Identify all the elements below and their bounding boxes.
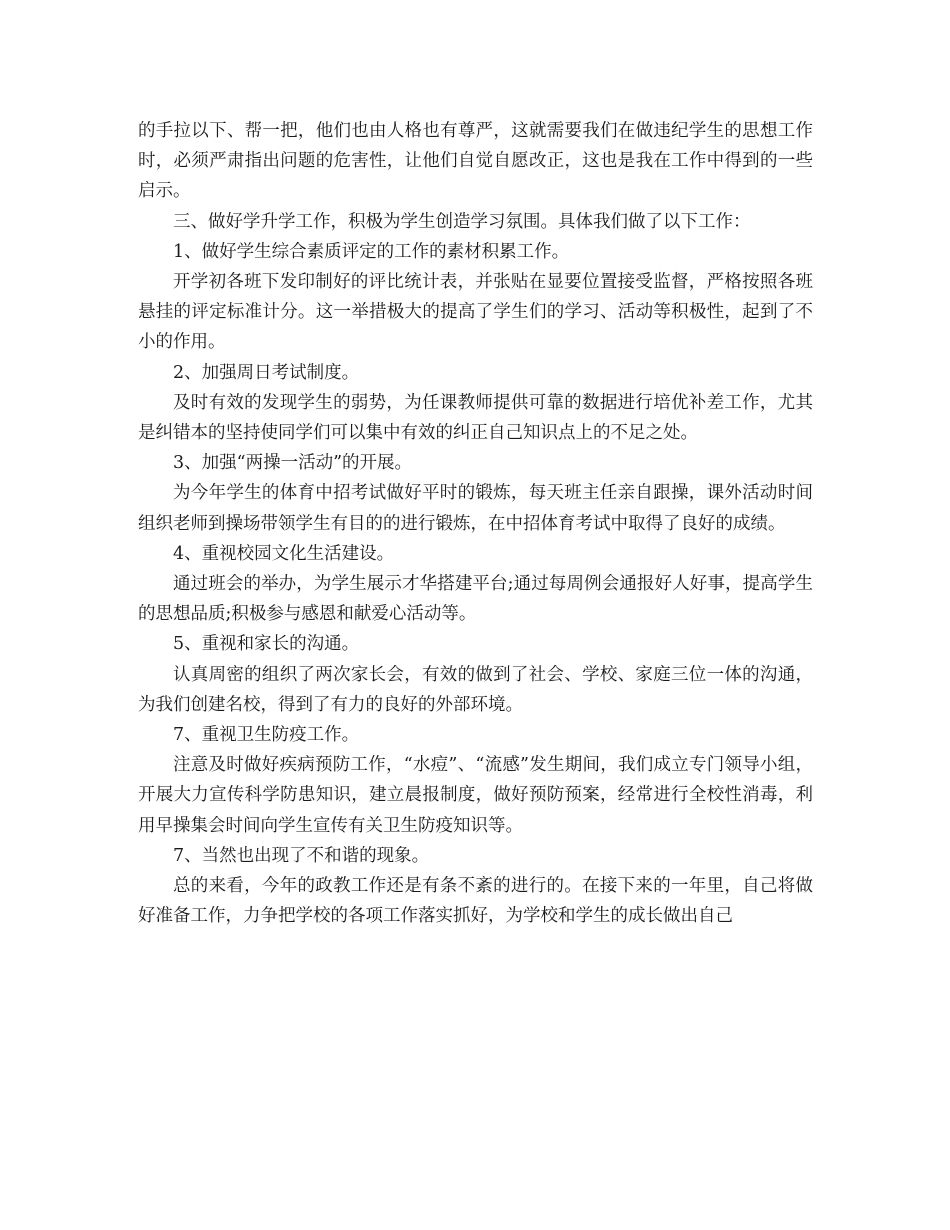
item-heading-4: 4、重视校园文化生活建设。 (173, 543, 395, 564)
summary-paragraph: 总的来看，今年的政教工作还是有条不紊的进行的。在接下来的一年里，自己将做好准备工作，力争把学校的各项工作落实抓好，为学校和学生的成长做出自己 (138, 876, 813, 927)
paragraph-continuation: 的手拉以下、帮一把，他们也由人格也有尊严，这就需要我们在做违纪学生的思想工作时，必须严肃指出问题的危害性，让他们自觉自愿改正，这也是我在工作中得到的一些启示。 (138, 121, 813, 202)
section-heading-three: 三、做好学升学工作，积极为学生创造学习氛围。具体我们做了以下工作： (173, 211, 751, 232)
item-heading-5: 5、重视和家长的沟通。 (173, 634, 360, 655)
item-body-4: 通过班会的举办，为学生展示才华搭建平台;通过每周例会通报好人好事，提高学生的思想品质;积极参与感恩和献爱心活动等。 (138, 574, 813, 625)
item-heading-7b: 7、当然也出现了不和谐的现象。 (173, 845, 430, 866)
item-heading-7a: 7、重视卫生防疫工作。 (173, 725, 360, 746)
item-body-1: 开学初各班下发印制好的评比统计表，并张贴在显要位置接受监督，严格按照各班悬挂的评定标准计分。这一举措极大的提高了学生们的学习、活动等积极性，起到了不小的作用。 (138, 272, 813, 353)
document-page (138, 116, 813, 931)
item-heading-1: 1、做好学生综合素质评定的工作的素材积累工作。 (173, 241, 570, 262)
item-body-7a: 注意及时做好疾病预防工作，“水痘”、“流感”发生期间，我们成立专门领导小组，开展大力宣传科学防患知识，建立晨报制度，做好预防预案，经常进行全校性消毒，利用早操集会时间向学生宣传有关卫生防疫知识等。 (138, 755, 813, 836)
item-heading-3: 3、加强“两操一活动”的开展。 (173, 453, 413, 474)
item-heading-2: 2、加强周日考试制度。 (173, 362, 360, 383)
item-body-5: 认真周密的组织了两次家长会，有效的做到了社会、学校、家庭三位一体的沟通，为我们创建名校，得到了有力的良好的外部环境。 (138, 664, 813, 715)
item-body-3: 为今年学生的体育中招考试做好平时的锻炼，每天班主任亲自跟操，课外活动时间组织老师到操场带领学生有目的的进行锻炼，在中招体育考试中取得了良好的成绩。 (138, 483, 813, 534)
item-body-2: 及时有效的发现学生的弱势，为任课教师提供可靠的数据进行培优补差工作，尤其是纠错本的坚持使同学们可以集中有效的纠正自己知识点上的不足之处。 (138, 392, 813, 444)
